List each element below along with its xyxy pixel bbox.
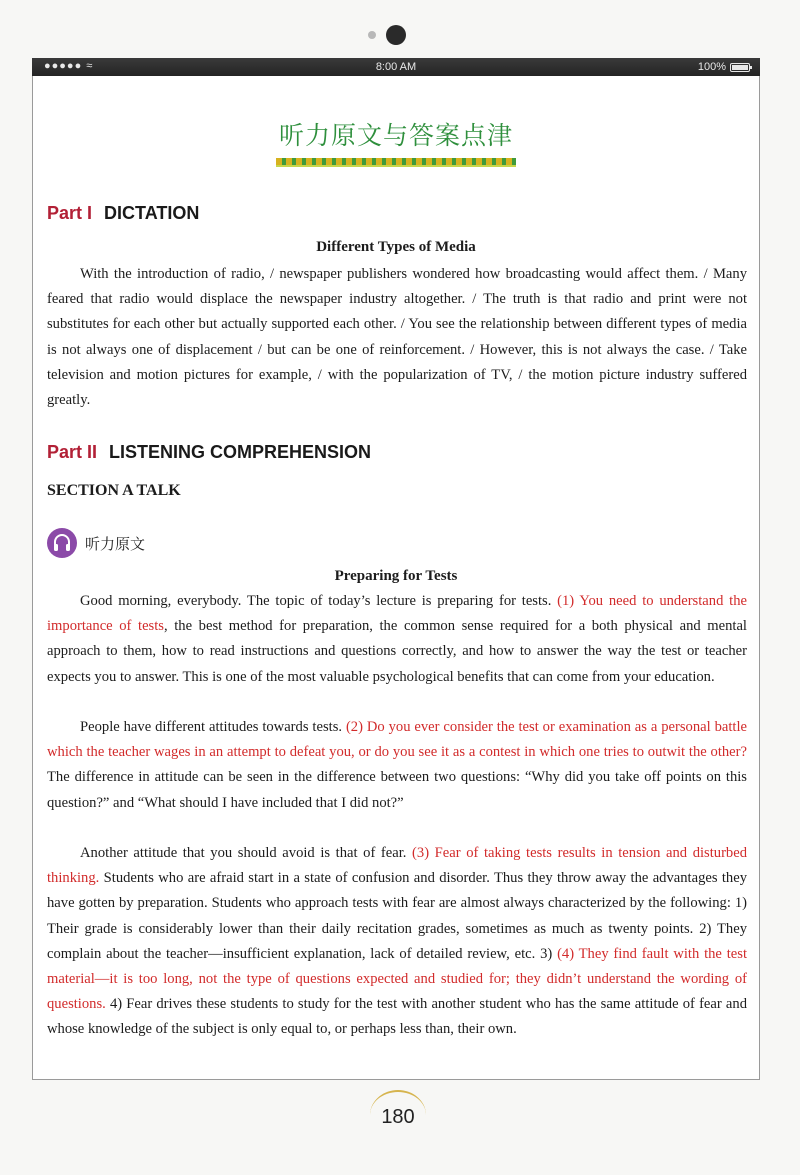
listening-script-label: [47, 528, 145, 558]
part2-name: LISTENING COMPREHENSION: [109, 442, 372, 462]
p1-text-cont: , the best method for preparation, the common sense required for a both physical and mental approach to them, how to read instructions and questions correctly, and how to answer the way the test or teacher expects you to answer. This is one of the most valuable psychological benefits that can come from your education.: [47, 618, 747, 685]
dictation-text: With the introduction of radio, / newspaper publishers wondered how broadcasting would affect them. / Many feared that radio would displace the newspaper industry altogether. / The truth is that radio and print were not substitutes for each other but actually supported each other. / You see the relationship between different types of media is not always one of displacement / but can be one of reinforcement. / However, this is not always the case. / Take television and motion pictures for example, / with the popularization of TV, / the motion picture industry suffered greatly.: [47, 266, 747, 409]
status-bar: [32, 58, 760, 76]
page-banner: [33, 116, 759, 167]
talk-paragraph-3: [47, 841, 747, 1043]
signal-indicator: ●●●●● ≈: [44, 60, 94, 72]
p3-text: Another attitude that you should avoid is that of fear.: [80, 845, 413, 861]
p3-text-cont: Students who are afraid start in a state of confusion and disorder. Thus they throw away the advantages they have gotten by preparation. Students who approach tests with fear are almost always characterized by the following: 1) Their grade is considerably lower than their daily recitation grades, sometimes as much as twenty points. 2) They complain about the teacher—insufficient explanation, lack of detailed review, etc. 3): [47, 870, 747, 962]
page-content: [32, 76, 760, 1080]
section-a-heading: SECTION A TALK: [47, 482, 181, 499]
talk-title: Preparing for Tests: [334, 568, 458, 584]
camera-lens: [386, 25, 406, 45]
headphones-icon: [47, 528, 77, 558]
p2-text: People have different attitudes towards tests.: [80, 719, 346, 735]
answer-2-highlight: (2) Do you ever consider the test or examination as a personal battle which the teacher wages in an attempt to defeat you, or do you see it as a contest in which one tries to outwit the other?: [47, 719, 747, 761]
p3-text-end: 4) Fear drives these students to study for the test with another student who has the same attitude of fear and whose knowledge of the subject is only equal to, or perhaps less than, their own.: [47, 996, 747, 1038]
part1-heading: [47, 203, 199, 224]
part1-name: DICTATION: [104, 203, 200, 223]
talk-paragraph-2: [47, 715, 747, 816]
page-number: 180: [370, 1090, 426, 1140]
battery-indicator: [698, 61, 750, 73]
answer-3-highlight: (3) Fear of taking tests results in tension and disturbed thinking.: [47, 845, 748, 887]
p2-text-cont: The difference in attitude can be seen in the difference between two questions: “Why did you take off points on this question?” and “What should I have included that I did not?”: [47, 769, 747, 811]
talk-paragraph-1: [47, 589, 747, 690]
part2-heading: [47, 442, 371, 463]
battery-icon: [730, 63, 750, 72]
title-underline-decoration: [276, 158, 516, 167]
status-time: 8:00 AM: [375, 61, 417, 73]
device-camera: [368, 24, 408, 46]
part2-number: Part II: [47, 442, 98, 462]
dictation-title: Different Types of Media: [316, 239, 476, 255]
part1-number: Part I: [47, 203, 93, 223]
battery-percent: 100%: [697, 61, 726, 73]
listening-script-text: 听力原文: [85, 534, 146, 553]
page-title: 听力原文与答案点津: [278, 121, 513, 150]
p1-text: Good morning, everybody. The topic of today’s lecture is preparing for tests.: [80, 593, 558, 609]
answer-1-highlight: (1) You need to understand the importance of tests: [47, 593, 747, 635]
answer-4-highlight: (4) They find fault with the test material—it is too long, not the type of questions expected and studied for; they didn’t understand the wording of questions.: [47, 945, 747, 1013]
sensor-dot: [368, 31, 376, 39]
